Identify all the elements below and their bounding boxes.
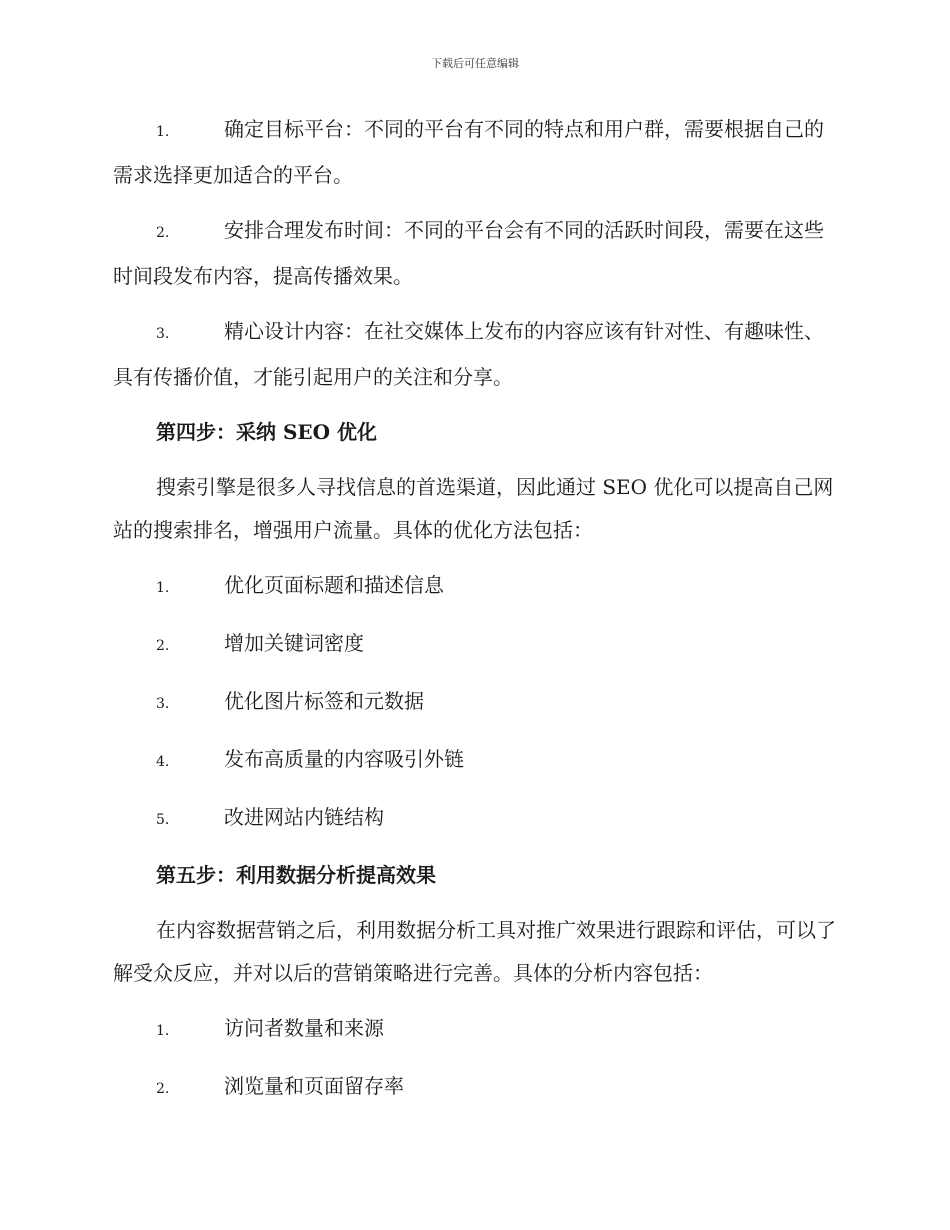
list-text: 优化图片标签和元数据 — [224, 689, 424, 713]
section-heading: 第四步：采纳 SEO 优化 — [156, 420, 378, 444]
list-number: 4. — [156, 754, 170, 770]
list-item — [113, 1065, 837, 1111]
list-text: 改进网站内链结构 — [224, 805, 384, 829]
list-text: 安排合理发布时间：不同的平台会有不同的活跃时间段，需要在这些时间段发布内容，提高传播效果。 — [113, 218, 824, 288]
paragraph: 在内容数据营销之后，利用数据分析工具对推广效果进行跟踪和评估，可以了解受众反应，并对以后的营销策略进行完善。具体的分析内容包括： — [113, 918, 836, 985]
list-text: 访问者数量和来源 — [224, 1016, 384, 1040]
list-text: 精心设计内容：在社交媒体上发布的内容应该有针对性、有趣味性、具有传播价值，才能引起用户的关注和分享。 — [113, 319, 824, 389]
list-item — [113, 1007, 837, 1053]
list-number: 1. — [156, 580, 170, 596]
section-heading: 第五步：利用数据分析提高效果 — [156, 863, 436, 887]
list-item — [113, 680, 837, 726]
document-body — [113, 108, 837, 1123]
list-text: 浏览量和页面留存率 — [224, 1074, 404, 1098]
list-item — [113, 310, 837, 399]
list-item — [113, 738, 837, 784]
list-number: 3. — [156, 326, 170, 342]
paragraph: 搜索引擎是很多人寻找信息的首选渠道，因此通过 SEO 优化可以提高自己网站的搜索排名，增强用户流量。具体的优化方法包括： — [113, 475, 834, 542]
list-number: 1. — [156, 1023, 170, 1039]
list-number: 2. — [156, 638, 170, 654]
list-text: 优化页面标题和描述信息 — [224, 573, 444, 597]
list-number: 1. — [156, 124, 170, 140]
list-number: 2. — [156, 225, 170, 241]
list-item — [113, 564, 837, 610]
list-item — [113, 209, 837, 298]
list-number: 3. — [156, 696, 170, 712]
list-number: 2. — [156, 1081, 170, 1097]
list-item — [113, 622, 837, 668]
list-item — [113, 796, 837, 842]
list-text: 确定目标平台：不同的平台有不同的特点和用户群，需要根据自己的需求选择更加适合的平台。 — [113, 117, 824, 187]
list-item — [113, 108, 837, 197]
page-header: 下载后可任意编辑 — [431, 57, 519, 70]
list-text: 发布高质量的内容吸引外链 — [224, 747, 464, 771]
list-text: 增加关键词密度 — [224, 631, 364, 655]
list-number: 5. — [156, 812, 170, 828]
